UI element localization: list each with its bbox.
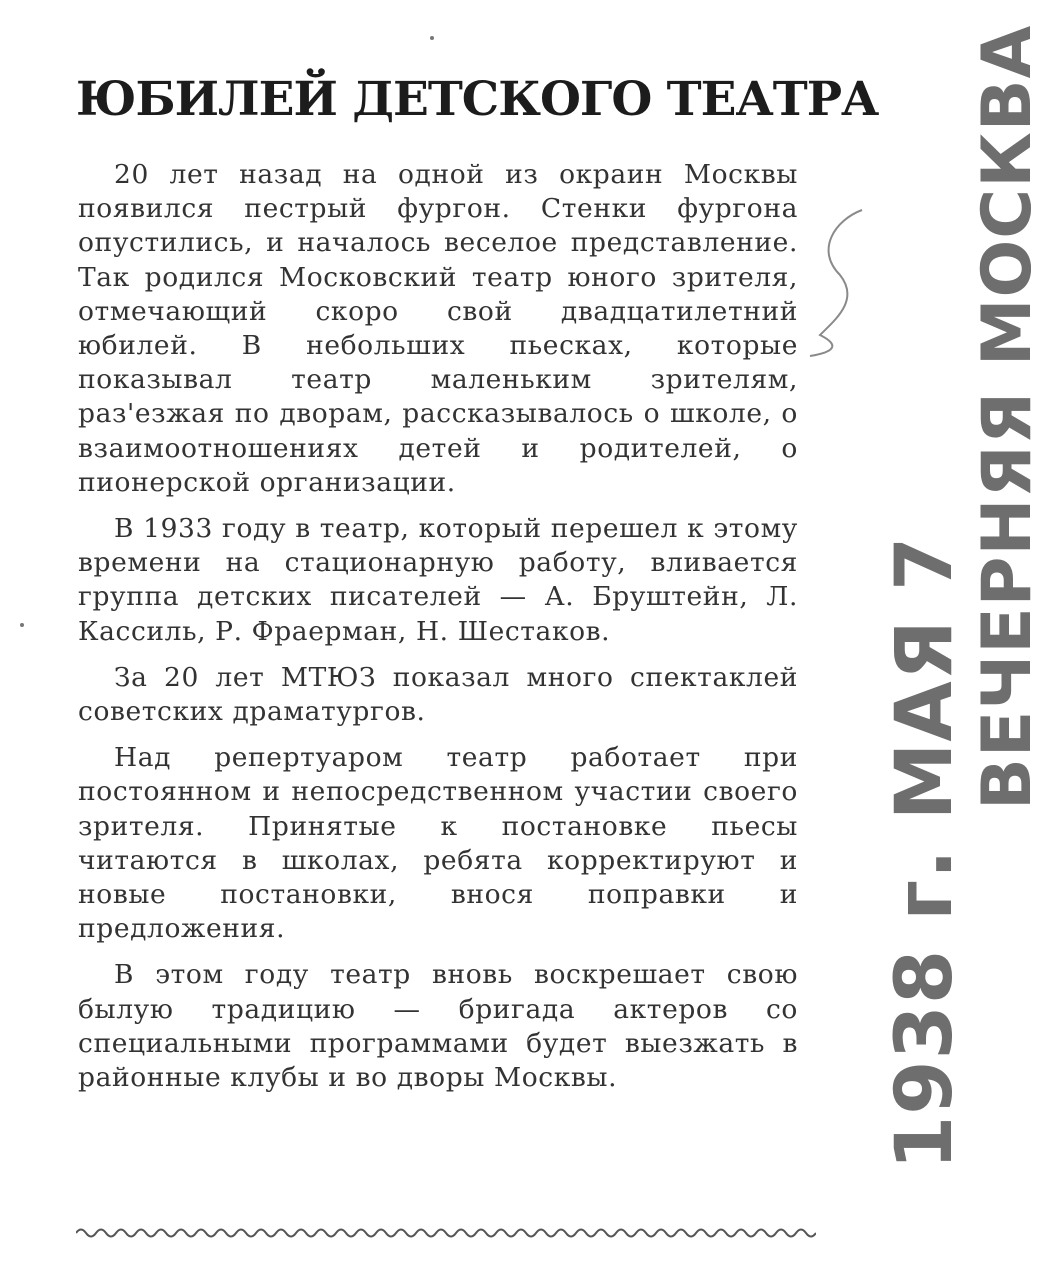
article-paragraph-3: За 20 лет МТЮЗ показал много спектаклей советских драматургов. (78, 661, 798, 728)
article-paragraph-2: В 1933 году в театр, который перешел к этому времени на стационарную работу, вливается группа детских писателей — А. Бруштейн, Л. Кассиль, Р. Фраерман, Н. Шестаков. (78, 513, 798, 647)
article-paragraph-1: 20 лет назад на одной из окраин Москвы появился пестрый фургон. Стенки фургона опустились, и началось веселое представление. Так родился Московский театр юного зрителя, отмечающий скоро свой двадцатилетний юбилей. В небольших пьесках, которые показывал театр маленьким зрителям, раз'езжая по дворам, рассказывалось о школе, о взаимоотношениях детей и родителей, о пионерской организации. (78, 159, 798, 498)
article-body (78, 158, 798, 1107)
article-paragraph-4: Над репертуаром театр работает при постоянном и непосредственном участии своего зрителя. Принятые к постановке пьесы читаются в школах, ребята корректируют и новые постановки, внося поправки и предложения. (78, 742, 798, 945)
article-headline: ЮБИЛЕЙ ДЕТСКОГО ТЕАТРА (76, 72, 879, 127)
article-paragraph-5: В этом году театр вновь воскрешает свою былую традицию — бригада актеров со специальными программами будет выезжать в районные клубы и во дворы Москвы. (78, 959, 798, 1094)
wavy-divider-line (76, 1226, 816, 1240)
archive-date-stamp (838, 24, 1047, 1175)
stamp-newspaper-name: ВЕЧЕРНЯЯ МОСКВА (968, 24, 1047, 810)
stamp-date-text: 1938 г. МАЯ 7 (880, 535, 970, 1170)
